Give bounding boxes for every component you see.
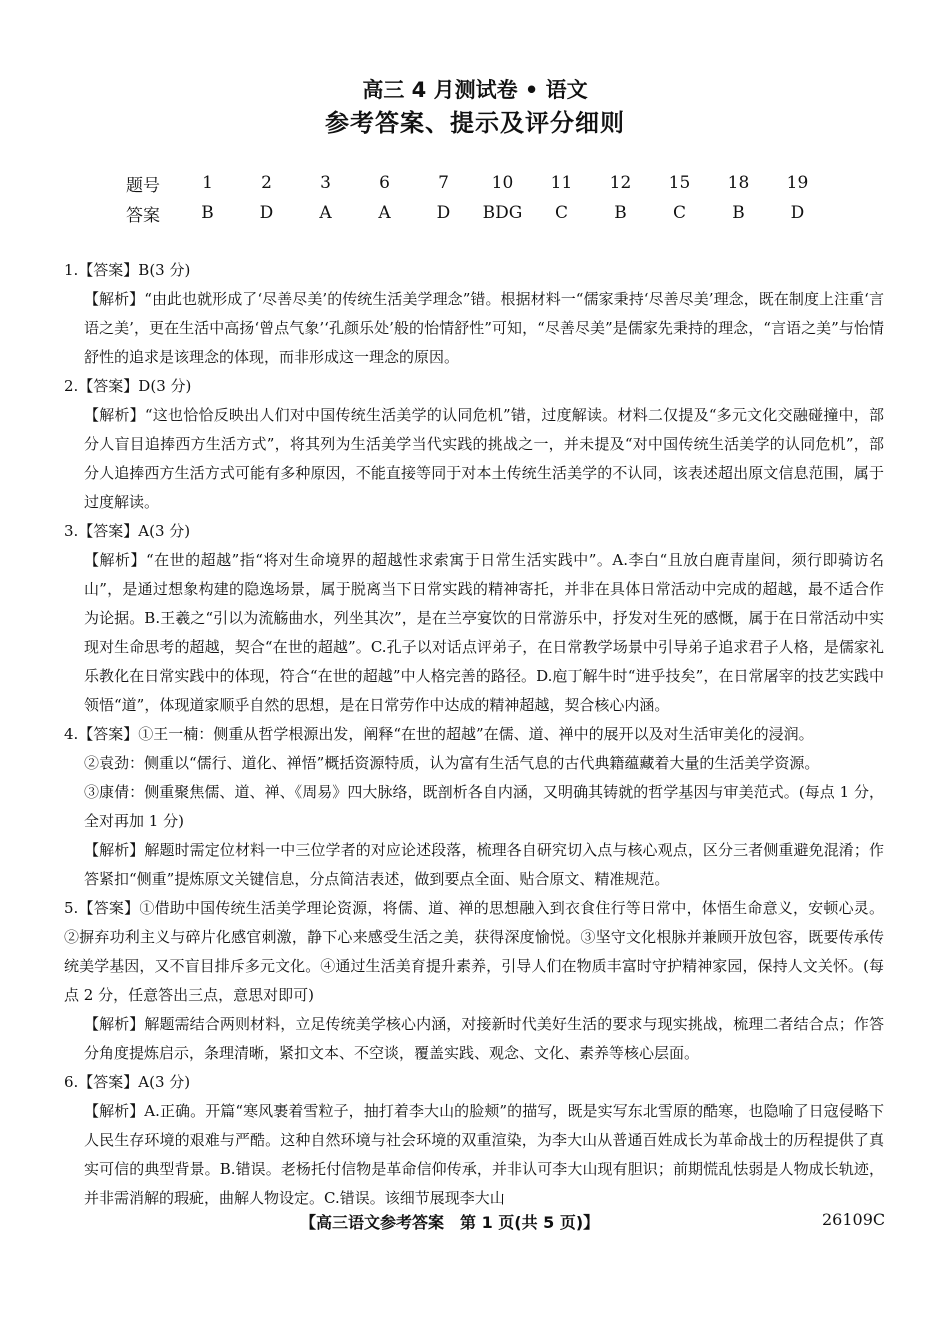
answer-letter: D xyxy=(436,203,451,223)
answer-row xyxy=(108,198,827,228)
analysis-paragraph: 【解析】“由此也就形成了‘尽善尽美’的传统生活美学理念”错。根据材料一“儒家秉持‘尽善尽美’理念，既在制度上注重‘言语之美’，更在生活中高扬‘曾点气象’‘孔颜乐处’般的怡情舒性”可知，“尽善尽美”是儒家先秉持的理念，“言语之美”与怡情舒性的追求是该理念的体现，而非形成这一理念的原因。 xyxy=(84,290,884,366)
question-number: 10 xyxy=(491,173,514,193)
question-number: 11 xyxy=(550,173,573,193)
analysis-paragraph: 【解析】“这也恰恰反映出人们对中国传统生活美学的认同危机”错，过度解读。材料二仅提及“多元文化交融碰撞中，部分人盲目追捧西方生活方式”，将其列为生活美学当代实践的挑战之一，并未提及“对中国传统生活美学的认同危机”，部分人追捧西方生活方式可能有多种原因，不能直接等同于对本土传统生活美学的不认同，该表述超出原文信息范围，属于过度解读。 xyxy=(84,406,884,511)
answer-letter: C xyxy=(672,203,686,223)
question-number: 3 xyxy=(320,173,331,193)
question-number: 19 xyxy=(786,173,809,193)
document-title: 高三 4 月测试卷 • 语文 xyxy=(362,78,588,102)
answer-letter: BDG xyxy=(482,203,523,223)
answer-letter: A xyxy=(378,203,391,223)
answer-letter: B xyxy=(201,203,214,223)
answer-letter: C xyxy=(554,203,568,223)
question-number: 1 xyxy=(202,173,213,193)
question-number: 12 xyxy=(609,173,632,193)
answer-label: 答案 xyxy=(126,205,160,226)
question-item-6 xyxy=(64,1068,884,1213)
question-number: 6 xyxy=(379,173,390,193)
answer-table xyxy=(108,168,827,228)
question-item-1 xyxy=(64,256,884,372)
question-number: 2 xyxy=(261,173,272,193)
answer-letter: A xyxy=(319,203,332,223)
analysis-paragraph: 【解析】解题时需定位材料一中三位学者的对应论述段落，梳理各自研究切入点与核心观点，区分三者侧重避免混淆；作答紧扣“侧重”提炼原文关键信息，分点简洁表述，做到要点全面、贴合原文、精准规范。 xyxy=(84,841,884,888)
answer-letter: D xyxy=(790,203,805,223)
answer-explanations xyxy=(64,256,884,1213)
footer-code: 26109C xyxy=(822,1210,886,1229)
document-subtitle: 参考答案、提示及评分细则 xyxy=(325,109,625,137)
analysis-paragraph: 【解析】“在世的超越”指“将对生命境界的超越性求索寓于日常生活实践中”。A.李白“且放白鹿青崖间，须行即骑访名山”，是通过想象构建的隐逸场景，属于脱离当下日常实践的精神寄托，并非在具体日常活动中完成的超越，最不适合作为论据。B.王羲之“引以为流觞曲水，列坐其次”，是在兰亭宴饮的日常游乐中，抒发对生死的感慨，属于在日常活动中实现对生命思考的超越，契合“在世的超越”。C.孔子以对话点评弟子，在日常教学场景中引导弟子追求君子人格，是儒家礼乐教化在日常实践中的体现，符合“在世的超越”中人格完善的路径。D.庖丁解牛时“进乎技矣”，在日常屠宰的技艺实践中领悟“道”，体现道家顺乎自然的思想，是在日常劳作中达成的精神超越，契合核心内涵。 xyxy=(84,551,884,714)
footer-page-info: 【高三语文参考答案 第 1 页(共 5 页)】 xyxy=(300,1213,600,1232)
analysis-paragraph: 【解析】解题需结合两则材料，立足传统美学核心内涵，对接新时代美好生活的要求与现实挑战，梳理二者结合点；作答分角度提炼启示，条理清晰，紧扣文本、不空谈，覆盖实践、观念、文化、素养等核心层面。 xyxy=(84,1015,884,1062)
analysis-paragraph: 【解析】A.正确。开篇“寒风裹着雪粒子，抽打着李大山的脸颊”的描写，既是实写东北雪原的酷寒，也隐喻了日寇侵略下人民生存环境的艰难与严酷。这种自然环境与社会环境的双重渲染，为李大山从普通百姓成长为革命战士的历程提供了真实可信的典型背景。B.错误。老杨托付信物是革命信仰传承，并非认可李大山现有胆识；前期慌乱怯弱是人物成长轨迹，并非需消解的瑕疵，曲解人物设定。C.错误。该细节展现李大山 xyxy=(84,1102,884,1207)
question-item-5 xyxy=(64,894,884,1068)
answer-point: ②袁劲：侧重以“儒行、道化、禅悟”概括资源特质，认为富有生活气息的古代典籍蕴藏着大量的生活美学资源。 xyxy=(84,754,820,772)
answer-line: 3.【答案】A(3 分) xyxy=(64,522,191,540)
question-item-3 xyxy=(64,517,884,720)
answer-point: ③康倩：侧重聚焦儒、道、禅、《周易》四大脉络，既剖析各自内涵，又明确其铸就的哲学基因与审美范式。(每点 1 分，全对再加 1 分) xyxy=(84,783,884,830)
question-number: 18 xyxy=(727,173,750,193)
question-item-2 xyxy=(64,372,884,517)
question-number-label: 题号 xyxy=(126,175,160,196)
answer-line: 2.【答案】D(3 分) xyxy=(64,377,192,395)
answer-line: 6.【答案】A(3 分) xyxy=(64,1073,191,1091)
answer-letter: B xyxy=(614,203,627,223)
question-item-4 xyxy=(64,720,884,894)
question-number-row xyxy=(108,168,827,198)
question-number: 7 xyxy=(438,173,449,193)
answer-letter: B xyxy=(732,203,745,223)
answer-letter: D xyxy=(259,203,274,223)
answer-line: 4.【答案】①王一楠：侧重从哲学根源出发，阐释“在世的超越”在儒、道、禅中的展开以及对生活审美化的浸润。 xyxy=(64,725,814,743)
answer-line: 5.【答案】①借助中国传统生活美学理论资源，将儒、道、禅的思想融入到衣食住行等日常中，体悟生命意义，安顿心灵。②摒弃功利主义与碎片化感官刺激，静下心来感受生活之美，获得深度愉悦。③坚守文化根脉并兼顾开放包容，既要传承传统美学基因，又不盲目排斥多元文化。④通过生活美育提升素养，引导人们在物质丰富时守护精神家园，保持人文关怀。(每点 2 分，任意答出三点，意思对即可) xyxy=(64,899,884,1004)
question-number: 15 xyxy=(668,173,691,193)
answer-line: 1.【答案】B(3 分) xyxy=(64,261,191,279)
